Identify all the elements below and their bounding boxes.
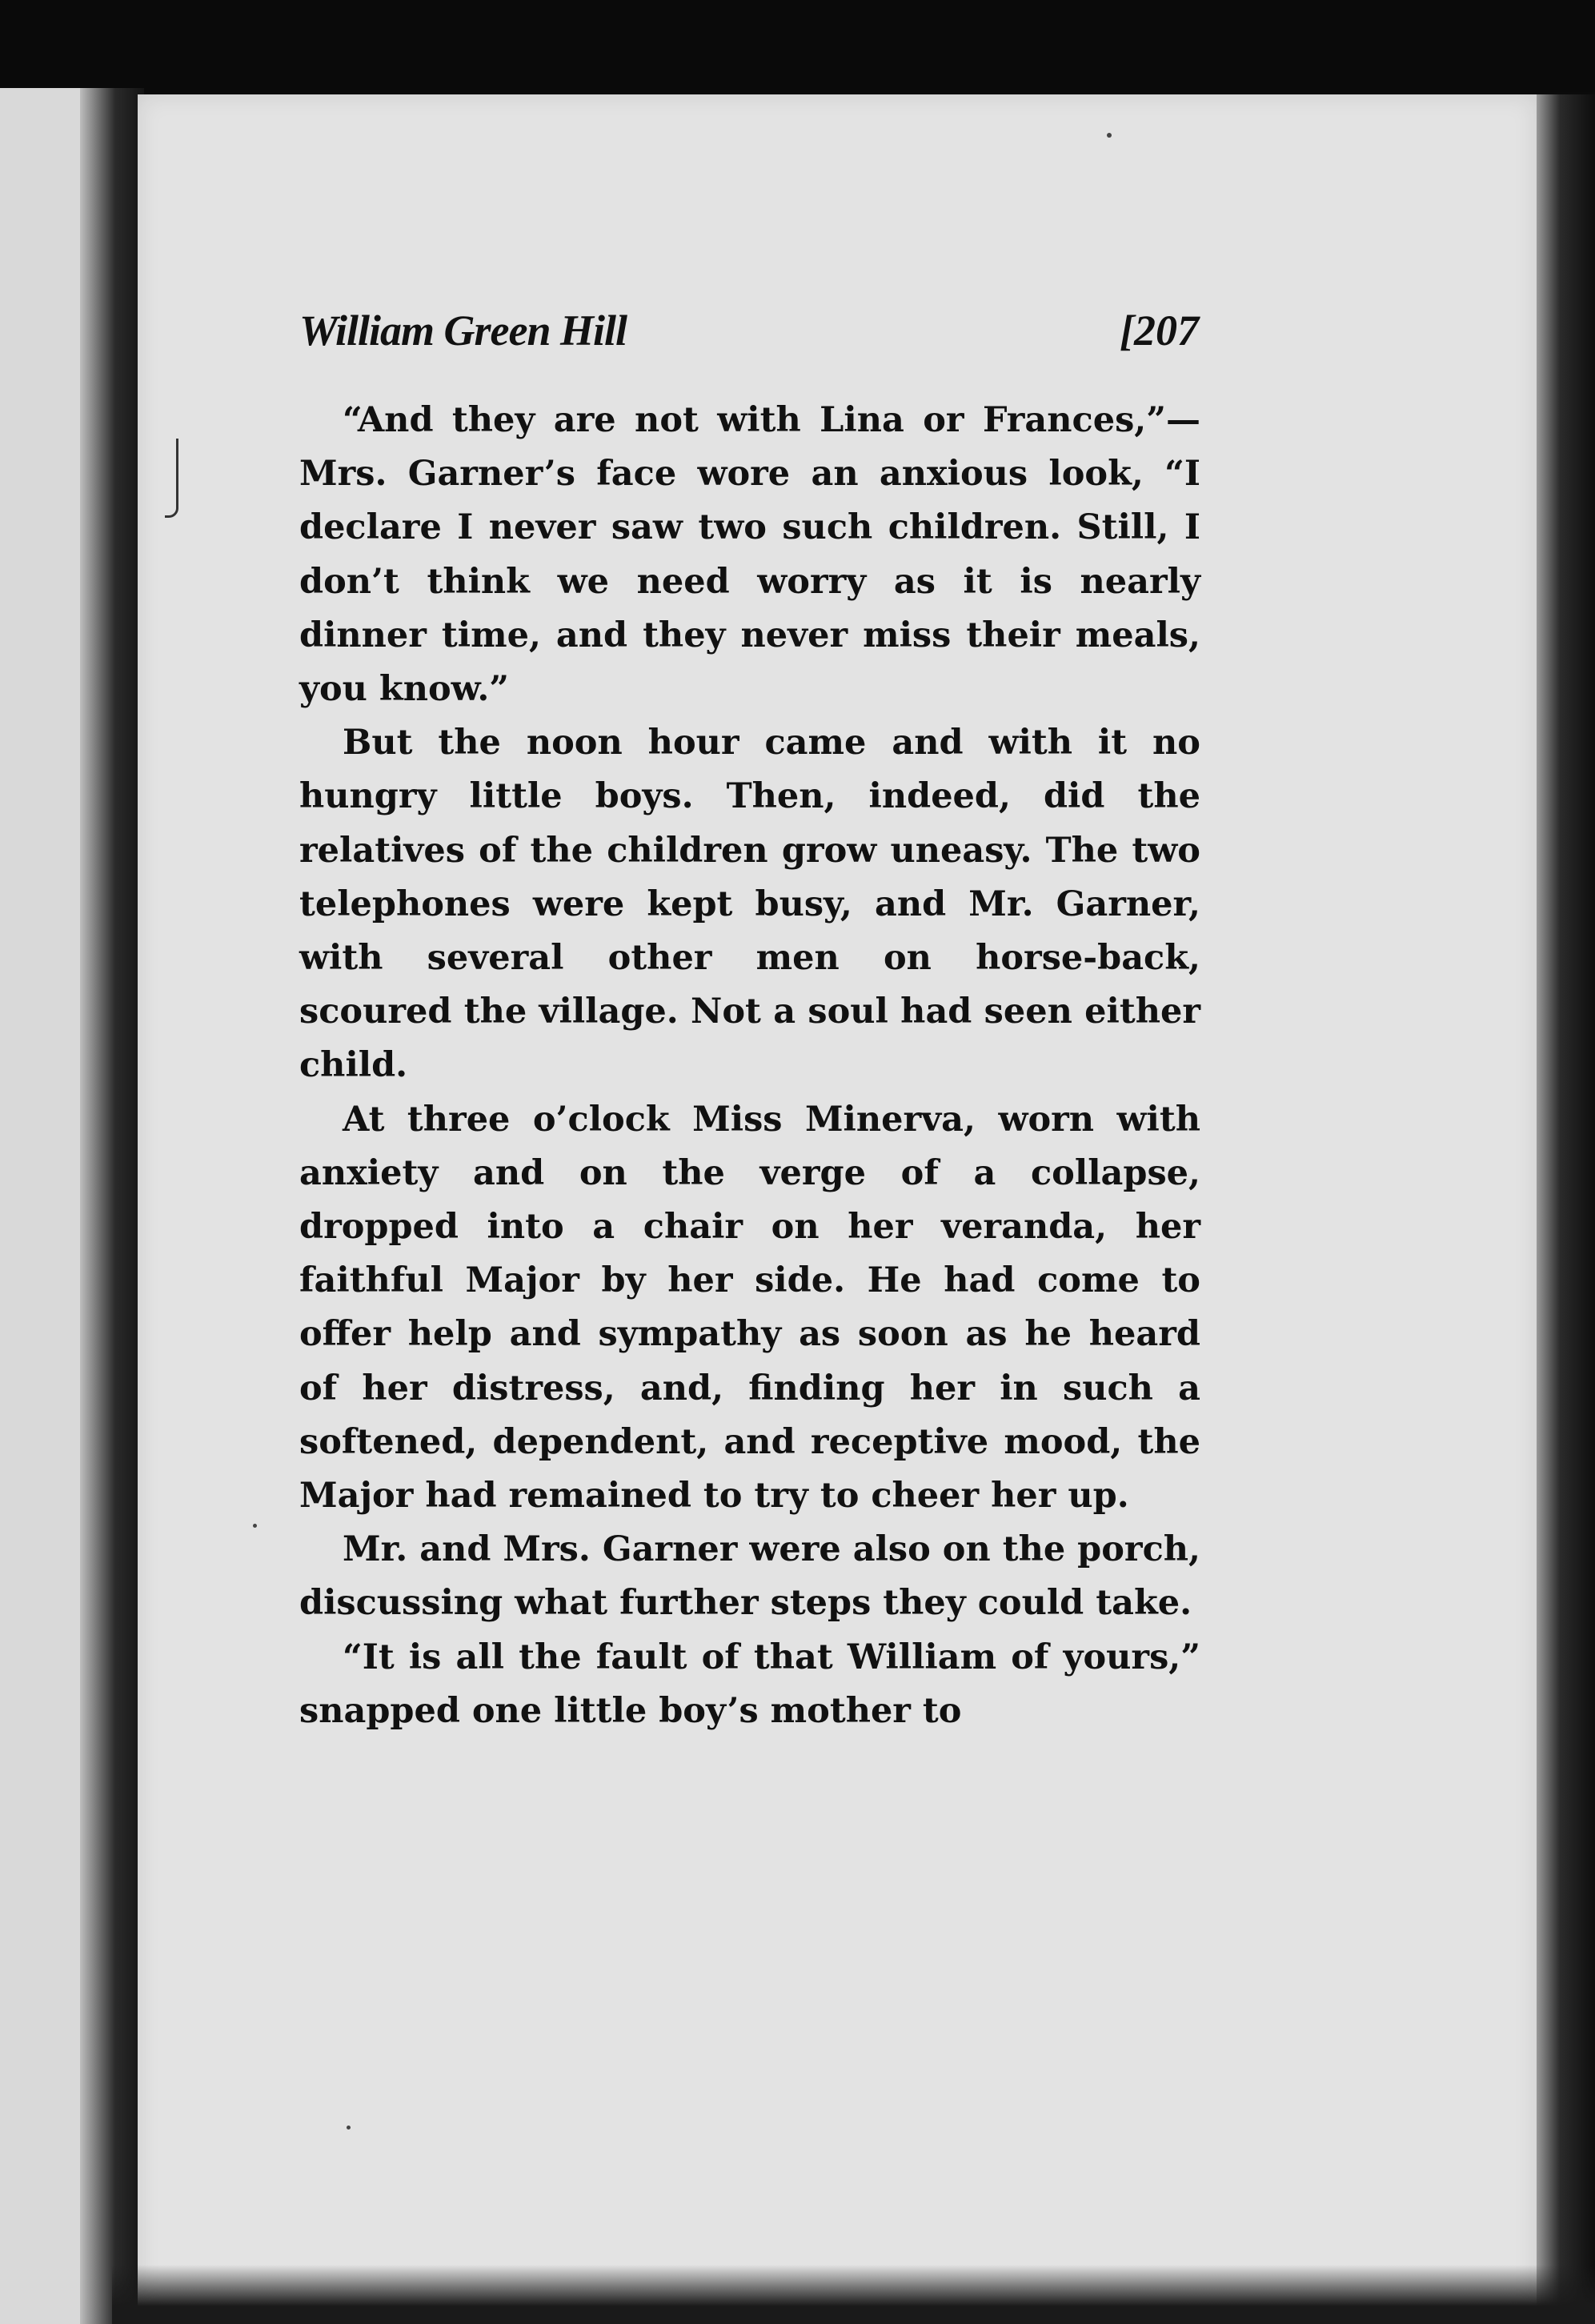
dust-speck [347, 2126, 351, 2130]
page-right-edge [1537, 94, 1595, 2324]
dust-speck [1107, 133, 1112, 138]
paragraph: Mr. and Mrs. Garner were also on the porch, discussing what further steps they could take. [299, 1529, 1200, 1624]
paragraph: “And they are not with Lina or Frances,”— Mrs. Garner’s face wore an anxious look, “I declare I never saw two such children. Still, I don’t think we need worry as it is nearly dinner time, and they never miss their meals, you know.” [299, 400, 1200, 710]
book-gutter-shadow [80, 88, 144, 2324]
paragraph: At three o’clock Miss Minerva, worn with anxiety and on the verge of a collapse, dropped into a chair on her veranda, her faithful Major by her side. He had come to offer help and sympathy as soon as he heard of her distress, and, finding her in such a softened, dependent, and receptive mood, the Major had remained to try to cheer her up. [299, 1099, 1200, 1517]
running-head-title: William Green Hill [299, 307, 627, 355]
dust-speck [253, 1524, 257, 1528]
paragraph: “It is all the fault of that William of yours,” snapped one little boy’s mother to [299, 1637, 1200, 1731]
page-bottom-edge [112, 2265, 1595, 2324]
scan-top-margin [0, 0, 1595, 92]
page-number: [207 [1120, 307, 1199, 355]
body-text [299, 394, 1200, 1738]
running-head [299, 306, 1199, 362]
margin-pencil-mark [165, 439, 178, 518]
paragraph: But the noon hour came and with it no hungry little boys. Then, indeed, did the relatives of the children grow uneasy. The two telephones were kept busy, and Mr. Garner, with several other men on horse-back, scoured the village. Not a soul had seen either child. [299, 723, 1200, 1086]
